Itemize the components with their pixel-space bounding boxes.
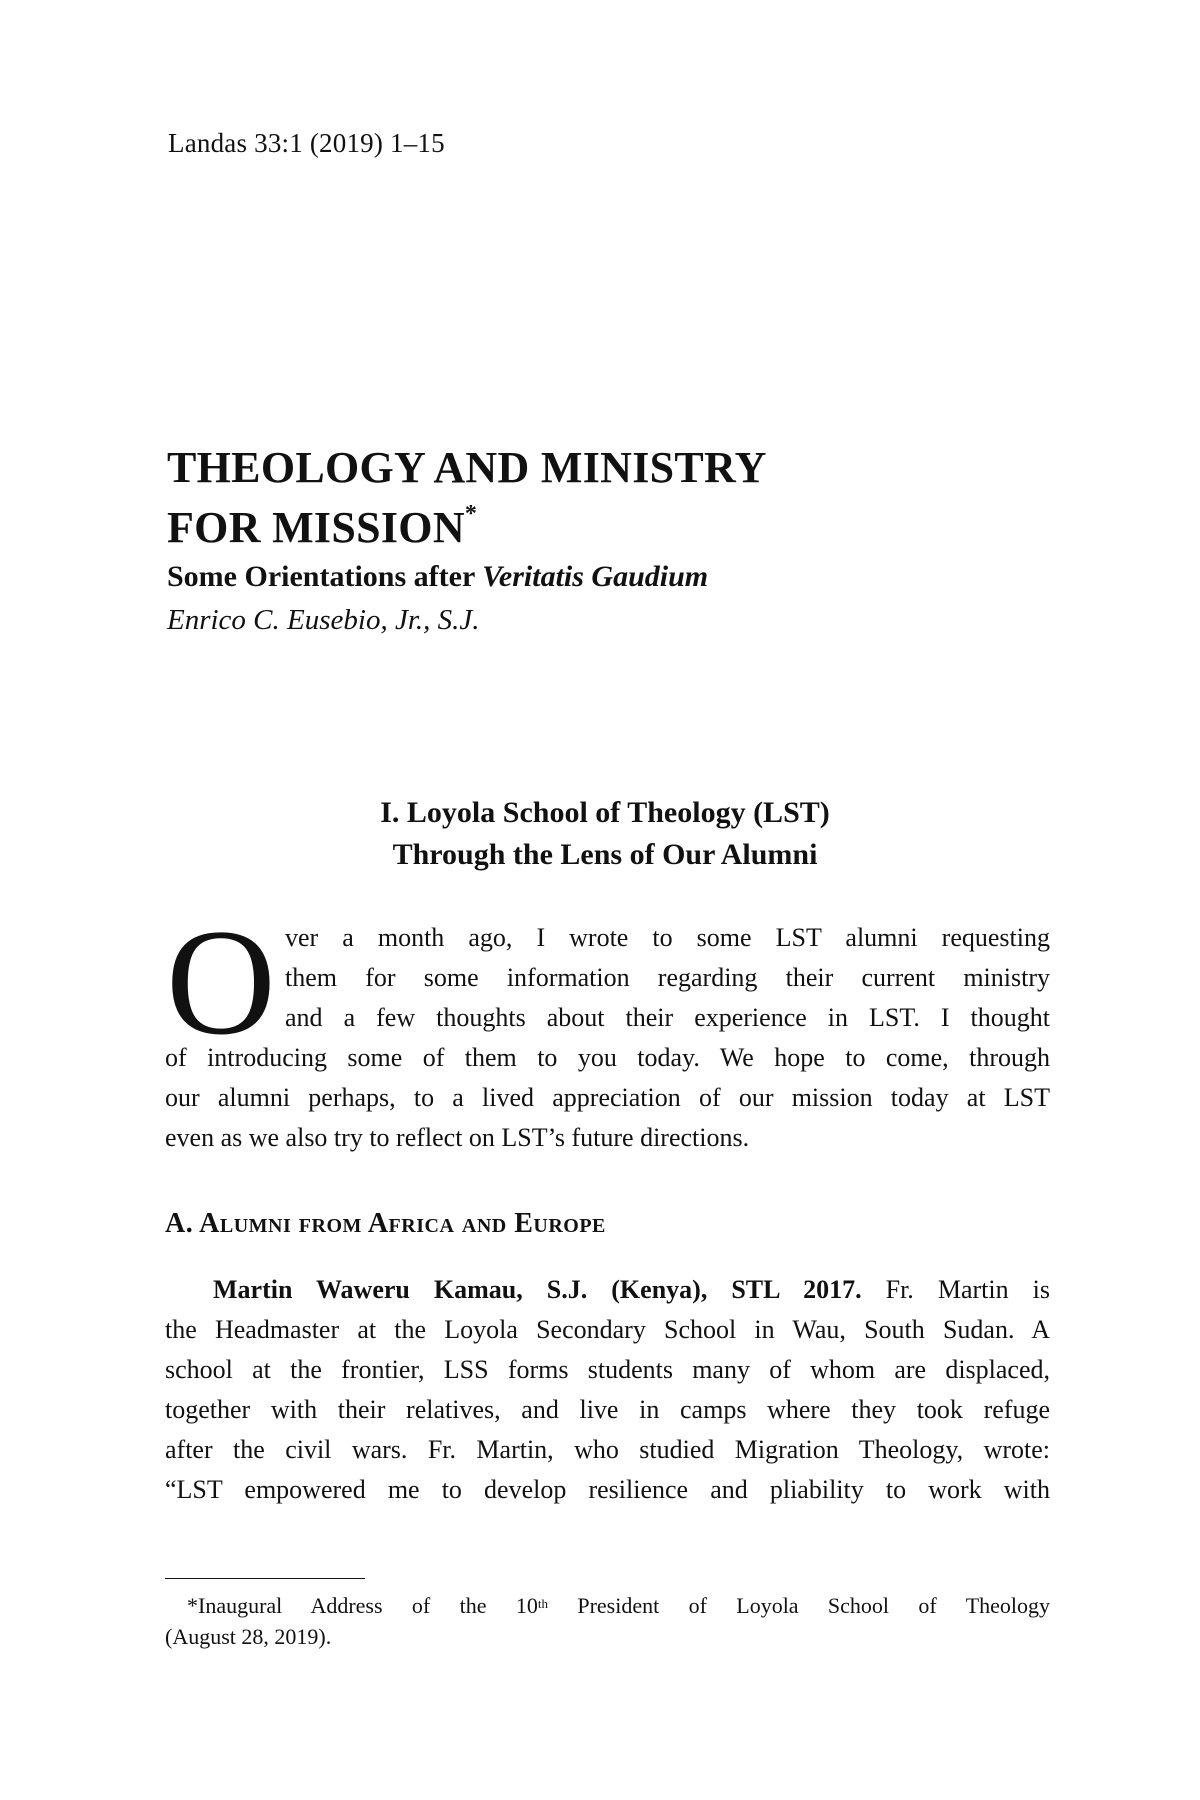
article-title-text: FOR MISSION bbox=[167, 503, 465, 552]
title-footnote-marker[interactable]: * bbox=[464, 501, 478, 527]
subsection-heading: A. Alumni from Africa and Europe bbox=[165, 1208, 606, 1239]
author-byline: Enrico C. Eusebio, Jr., S.J. bbox=[167, 604, 480, 636]
intro-line: them for some information regarding their current ministry bbox=[285, 963, 1050, 992]
paragraph-line: “LST empowered me to develop resilience and pliability to work with bbox=[165, 1475, 1050, 1504]
intro-paragraph bbox=[165, 918, 1050, 1158]
intro-line: and a few thoughts about their experience in LST. I thought bbox=[285, 1003, 1050, 1032]
footnote-text-rest: President of Loyola School of Theology bbox=[547, 1593, 1051, 1618]
footnote-marker: * bbox=[187, 1593, 198, 1618]
alumni-paragraph bbox=[165, 1270, 1050, 1510]
intro-line: even as we also try to reflect on LST’s future directions. bbox=[165, 1123, 750, 1152]
intro-line: our alumni perhaps, to a lived appreciation of our mission today at LST bbox=[165, 1083, 1050, 1112]
subtitle-plain: Some Orientations after bbox=[167, 560, 483, 593]
intro-line: ver a month ago, I wrote to some LST alumni requesting bbox=[285, 923, 1050, 952]
paragraph-lead-line bbox=[213, 1270, 1050, 1310]
drop-cap: O bbox=[166, 898, 276, 1066]
paragraph-line: the Headmaster at the Loyola Secondary School in Wau, South Sudan. A bbox=[165, 1315, 1050, 1344]
section-heading-line-2: Through the Lens of Our Alumni bbox=[392, 838, 818, 871]
article-title-line-1: THEOLOGY AND MINISTRY bbox=[167, 443, 767, 492]
paragraph-line: after the civil wars. Fr. Martin, who studied Migration Theology, wrote: bbox=[165, 1435, 1050, 1464]
footnote-line-1 bbox=[165, 1591, 1050, 1621]
article-subtitle bbox=[167, 560, 708, 594]
footnote-ordinal-suffix: th bbox=[537, 1596, 548, 1611]
footnote-line-2: (August 28, 2019). bbox=[165, 1624, 332, 1649]
paragraph-line: together with their relatives, and live in camps where they took refuge bbox=[165, 1395, 1050, 1424]
alumni-name: Martin Waweru Kamau, S.J. (Kenya), STL 2017. bbox=[213, 1275, 862, 1304]
paragraph-line: school at the frontier, LSS forms students many of whom are displaced, bbox=[165, 1355, 1050, 1384]
paragraph-lead-rest: Fr. Martin is bbox=[861, 1275, 1050, 1304]
footnote-text: Inaugural Address of the 10 bbox=[198, 1593, 538, 1618]
article-title-line-2 bbox=[167, 501, 478, 552]
subtitle-italic: Veritatis Gaudium bbox=[482, 560, 709, 593]
section-heading-line-1: I. Loyola School of Theology (LST) bbox=[380, 796, 830, 829]
intro-line: of introducing some of them to you today. We hope to come, through bbox=[165, 1043, 1050, 1072]
running-head: Landas 33:1 (2019) 1–15 bbox=[168, 128, 445, 158]
footnote-separator bbox=[165, 1578, 365, 1579]
